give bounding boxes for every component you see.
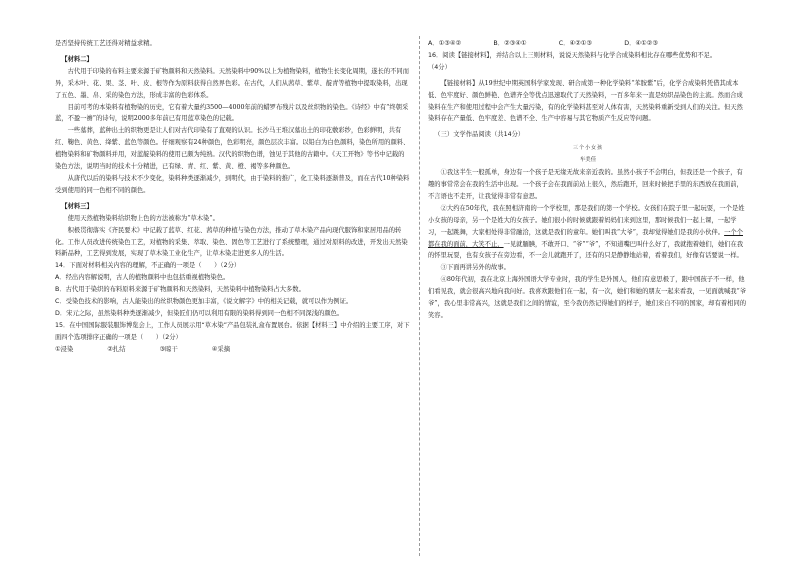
material-2-heading: 【材料二】 [61,55,93,63]
material-2-paragraph-4: 从唐代以后的染料与技术不少变化，染料种类逐渐减少，到明代，由于染料的推广，化工染料逐渐普及，而在古代10种染料受到使用的同一色相不同的颜色。 [55,174,410,194]
step-option: ①浸染 [55,345,74,353]
link-material: 【链接材料】从19世纪中期英国科学家发现、研合成第一种化学染料“苯胺紫”后，化学合成染料凭借其成本低、色牢度好、颜色鲜艳、色谱齐全等优点迅速取代了天然染料，一百多年来一直是纺织品染色的主流。然而合成染料在生产和使用过程中会产生大量污染，有的化学染料甚至对人体有害，天然染料重新受到人们的关注。但天然染料存在产量低、色牢度差、色谱不全、生产中容易与其它物质产生反应等问题。 [428,79,743,123]
choice-c: C．④②①③ [558,40,593,47]
material-2-paragraph-3: 一些墓葬，蓝种出土的织物更是让人们对古代印染有了直观的认识。长沙马王堆汉墓出土的印花敷彩纱，色彩鲜明，共有红、鞠色、黄色、绛紫、蓝色等颜色。仔细观察有24种颜色，色彩明亮，颜色层次丰富。以铅白为白色颜料，染色所用的颜料、植物染料和矿物颜料并用，对蓝靛染料的使用已颇为纯熟。汉代的织物色谱，蚀见于其他的古籍中。《天工开物》等书中记载的染色方法，说明当时的技术十分精进，已有绿、青、红、紫、黄、橙、褐等多种颜色。 [55,127,410,171]
question-14-option-a: A．经出内容解说明，古人的植物颜料中也包括重视植物染色。 [55,274,230,282]
question-14-stem: 14．下面对材料相关内容的理解，不正确的一项是（ ）（2分） [55,262,241,270]
material-3-paragraph-2: 积极贯彻落实《齐民要术》中记载了蓝草、红花、茜草的种植与染色方法，推动了草木染产品向现代服饰和家居用品的转化。工作人员改进传统染色工艺，对植物的采集、萃取、染色、固色等工艺进行了系统整理，通过对原料的改进，开发出天然染料新品种，工艺得到发展，实现了草木染工业化生产，让草木染走进更多人的生活。 [55,226,408,258]
question-15-stem: 15．在中国国际服装服饰博览会上，工作人员展示用“草木染”产品包装礼盒布置展台。依据【材料三】中介绍的主要工序，对下面四个选项排序正确的一项是（ ）（2分） [55,321,410,341]
step-option: ②扎结 [107,345,126,353]
question-14-option-b: B．古代用于染织的布料原料来源于矿物颜料和天然染料，天然染料中植物染料占大多数。 [55,286,305,294]
question-15-choices [428,38,658,50]
question-16-points: （4分） [428,63,451,71]
material-3-heading: 【材料三】 [61,202,93,210]
question-14-option-d: D．宋元之际，虽然染料种类逐渐减少，但染匠们仍可以利用有限的染料得到同一色相不同深浅的颜色。 [55,309,344,317]
material-2-paragraph-2: 目前可考的本染料有植物染的历史，它有着大量约3500—4000年前的蜡罗布残片以及丝织物的染色。《诗经》中有“终朝采蓝，不盈一襜”的诗句，说明2000多年前已有用蓝草染色的记载。 [55,103,409,123]
question-14-option-c: C．受染色技术的影响，古人能染出的丝织物颜色更加丰富，《说文解字》中的相关记载，就可以作为例证。 [55,298,353,306]
story-title: 三个小女孩 [572,145,603,152]
question-15-steps [55,344,410,356]
column-divider [419,36,420,556]
paragraph-2-continued: 一见就腼腆，不敢开口、“爷”“爷”，不知道嘴巴叫什么好了，我就抱着她们，她们在我的怀里玩耍，也有女孩子在旁边看，不一会儿就跑开了，还有的只是静静地站着，看着我们，好像有话要说一样。 [428,240,744,260]
material-3-paragraph-1: 使用天然植物染料给织物上色的方法被称为“草木染”。 [67,214,219,222]
underlined-sentence: 一个个都在我的面前，大笑不止， [428,228,743,248]
story-paragraph-3: ③下面再讲另外的故事。 [440,264,510,272]
paragraph-2-text: ②大约在50年代，我在照相济南的一个学校里，那是我们的第一个学校。女孩们在院子里一起玩耍，一个是姓小女孩的母亲，另一个是姓大的女孩子。她们很小的时候就跟着妈妈们来到这里，那时候我们一起上课，一起学习，一起跳舞，大家相处得非常融洽，这就是我们的童年。她们叫我“大爷”，我却觉得她们是我的小伙伴。 [428,204,745,236]
step-option: ④采摘 [211,345,230,353]
question-16-stem: 16．阅读【链接材料】，并结合以上三则材料，说说天然染料与化学合成染料相比存在哪些优势和不足。 [428,51,717,59]
material-2-paragraph-1: 古代用于印染的布料主要来源于矿物颜料和天然染料。天然染料中90%以上为植物染料，植物生长变化周期，遂长的不同而异，采木叶、花、果、茎、叶、皮、根等作为原料获得自然界色彩。在古代，人们从茜草、紫草、靛青等植物中提取染料，出现了五色、墨、帛、采的染色方法，形成丰富的色彩体系。 [55,67,410,99]
right-column [428,38,748,322]
choice-b: B．②③④① [493,40,527,47]
story-author: 车美佳 [579,157,597,164]
step-option: ③晾干 [159,345,178,353]
story-paragraph-1: ①我这半生一般孤单，身边有一个孩子是无缘无故来亲近我的。虽然小孩子不会明白，但我还是一个孩子，有趣的事常常会在我的生活中出现。一个孩子会在我面前站上很久，然后跑开，回来时候把手里的东西放在我面前，不言语也不走开，让我觉得非常有意思。 [428,169,743,200]
choice-a: A．①③④② [428,40,462,47]
section-3-heading: （三）文学作品阅读（共14分） [434,131,525,139]
choice-d: D．④①②③ [624,40,658,47]
story-paragraph-2 [428,203,748,263]
left-column [55,38,410,356]
story-paragraph-4: ④80年代初，我在北京上海外国语大学专业时，我的学生是外国人，他们有意思极了，跟中国孩子不一样，他们看见我，就会很高兴地向我问好。我喜欢跟他们在一起，有一次，她们和她的朋友一起来看我，一见面就喊我“爷爷”，我心里非常高兴，这就是我们之间的情谊，至今我仍然记得她们的样子，她们来自不同的国家，却有着相同的笑容。 [428,276,747,319]
intro-line: 是否坚持传统工艺还得对精益求精。 [55,40,156,47]
